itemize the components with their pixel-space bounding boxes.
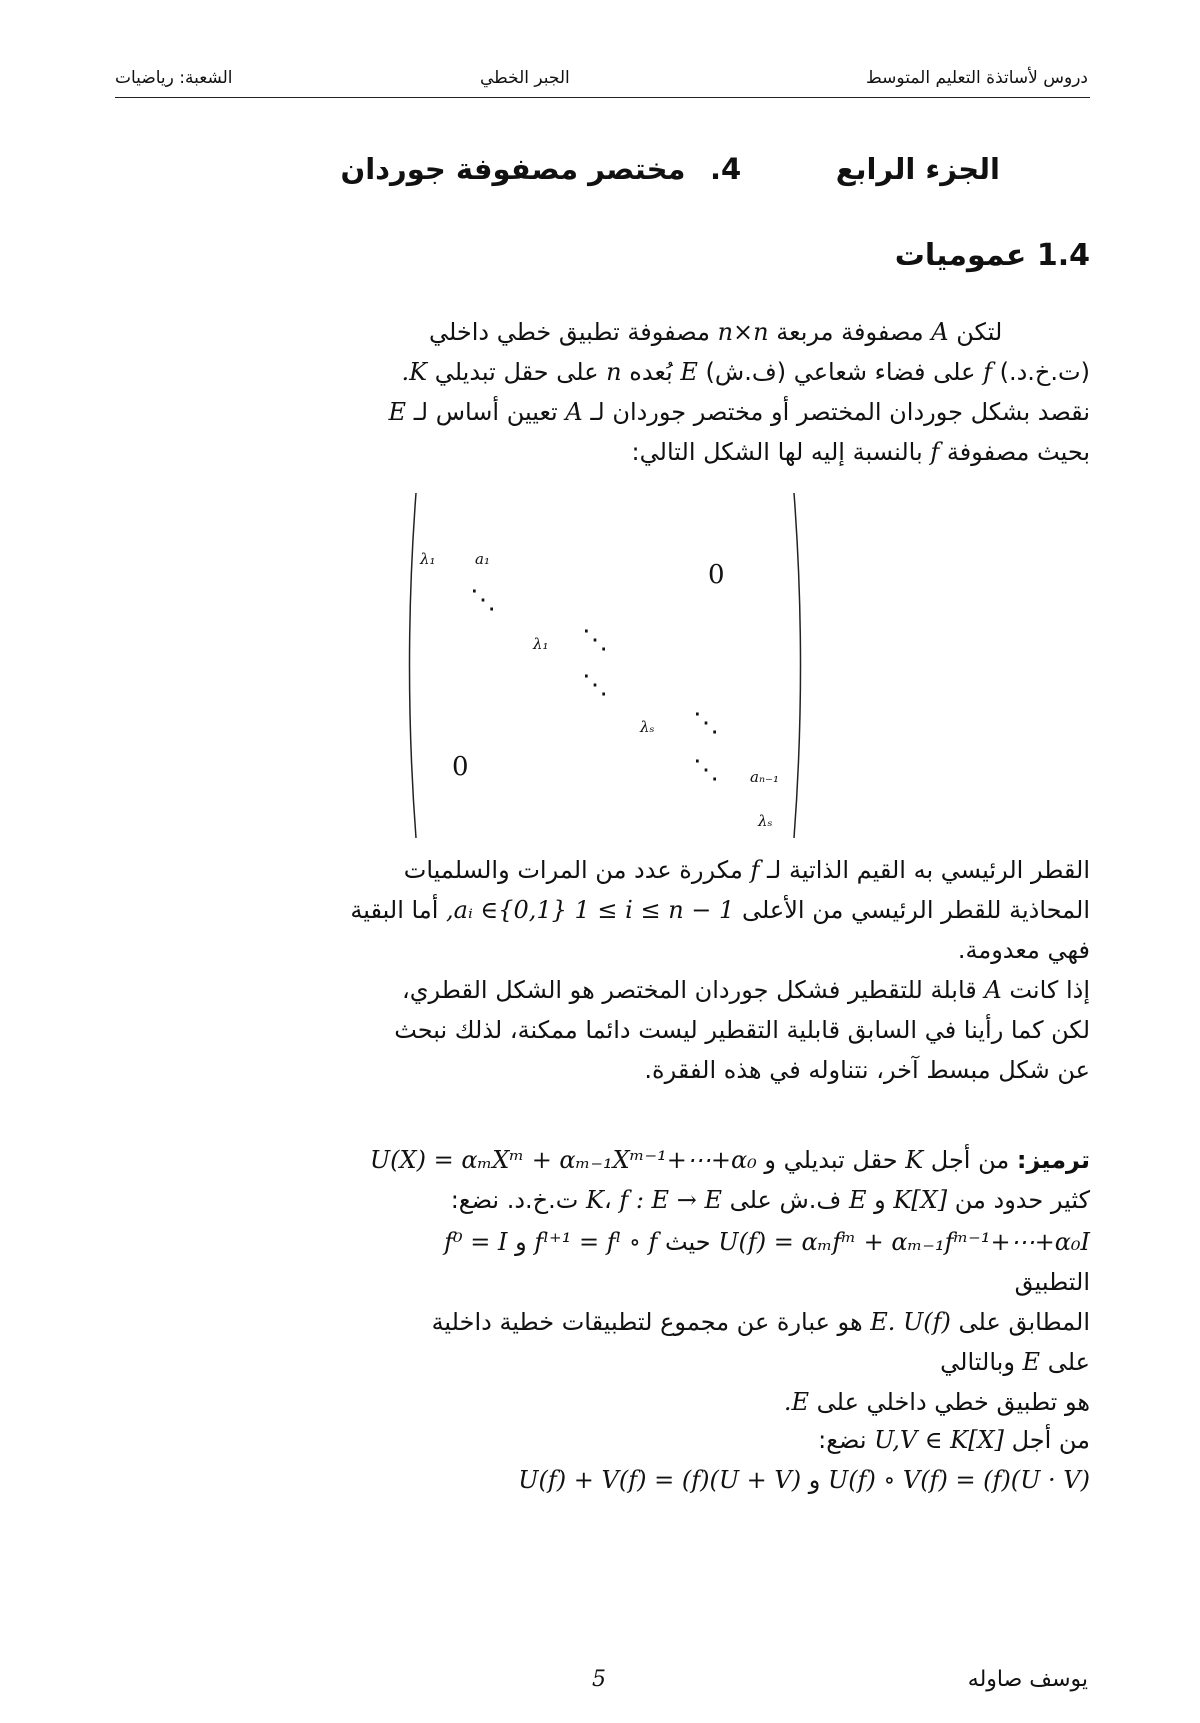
matrix-dots-3: ⋱ (582, 670, 608, 700)
notation-line-9: (U · V)(f) = U(f) ∘ V(f) و (U + V)(f) = U(f) + V(f) (518, 1466, 1090, 1494)
notation-line-4: التطبيق (1014, 1268, 1090, 1296)
notation-line-1: ترميز: من أجل K حقل تبديلي و U(X) = αₘXᵐ + αₘ₋₁Xᵐ⁻¹+⋯+α₀ (369, 1146, 1090, 1174)
matrix-zero-top: 0 (708, 560, 725, 590)
intro-line-3: نقصد بشكل جوردان المختصر أو مختصر جوردان لـ A تعيين أساس لـ E (388, 398, 1090, 426)
jordan-matrix-brackets (400, 488, 810, 843)
notation-line-5: المطابق على E. U(f) هو عبارة عن مجموع لتطبيقات خطية داخلية (431, 1308, 1090, 1336)
intro-line-1: لتكن A مصفوفة مربعة n×n مصفوفة تطبيق خطي داخلي (428, 318, 1003, 346)
notation-line-8: من أجل U,V ∈ K[X] نضع: (818, 1426, 1090, 1454)
notation-line-6: على E وبالتالي (940, 1348, 1090, 1376)
chapter-name: مختصر مصفوفة جوردان (340, 152, 686, 186)
body-line-3: فهي معدومة. (957, 936, 1090, 964)
matrix-a-n-1: aₙ₋₁ (750, 768, 779, 786)
matrix-lambda-last: λₛ (758, 812, 773, 830)
notation-line-3: U(f) = αₘfᵐ + αₘ₋₁fᵐ⁻¹+⋯+α₀I حيث fˡ⁺¹ = fˡ ∘ f و f⁰ = I (444, 1228, 1090, 1256)
intro-line-4: بحيث مصفوفة f بالنسبة إليه لها الشكل التالي: (631, 438, 1090, 466)
matrix-lambda-1: λ₁ (420, 550, 436, 568)
section-heading: 1.4 عموميات (894, 238, 1090, 273)
body-line-6: عن شكل مبسط آخر، نتناوله في هذه الفقرة. (644, 1056, 1090, 1084)
page-number: 5 (592, 1667, 606, 1692)
header-branch: الشعبة: رياضيات (115, 68, 233, 88)
header-rule (115, 97, 1090, 98)
notation-line-2: كثير حدود من K[X] و E ف.ش على K، f : E → E ت.خ.د. نضع: (450, 1186, 1090, 1214)
matrix-dots-4: ⋱ (693, 708, 719, 738)
chapter-number: 4. (709, 152, 742, 186)
intro-line-2: (ت.خ.د.) f على فضاء شعاعي (ف.ش) E بُعده n على حقل تبديلي K. (401, 358, 1090, 386)
body-line-2: المحاذية للقطر الرئيسي من الأعلى aᵢ ∈{0,1} 1 ≤ i ≤ n − 1, أما البقية (350, 896, 1090, 924)
header-subject: الجبر الخطي (480, 68, 570, 88)
matrix-lambda-mid: λ₁ (533, 635, 549, 653)
header-course: دروس لأساتذة التعليم المتوسط (866, 68, 1088, 88)
matrix-a-1: a₁ (475, 550, 490, 568)
matrix-zero-bottom: 0 (452, 752, 469, 782)
chapter-title (340, 152, 1000, 186)
body-line-4: إذا كانت A قابلة للتقطير فشكل جوردان المختصر هو الشكل القطري، (402, 976, 1090, 1004)
body-line-5: لكن كما رأينا في السابق قابلية التقطير ليست دائما ممكنة، لذلك نبحث (394, 1016, 1090, 1044)
matrix-dots-5: ⋱ (693, 755, 719, 785)
chapter-part: الجزء الرابع (835, 152, 1000, 186)
body-line-1: القطر الرئيسي به القيم الذاتية لـ f مكررة عدد من المرات والسلميات (403, 856, 1090, 884)
author-name: يوسف صاوله (967, 1667, 1088, 1692)
matrix-dots-2: ⋱ (582, 625, 608, 655)
notation-line-7: هو تطبيق خطي داخلي على E. (783, 1388, 1090, 1416)
matrix-lambda-s: λₛ (640, 718, 655, 736)
matrix-dots-1: ⋱ (470, 585, 496, 615)
